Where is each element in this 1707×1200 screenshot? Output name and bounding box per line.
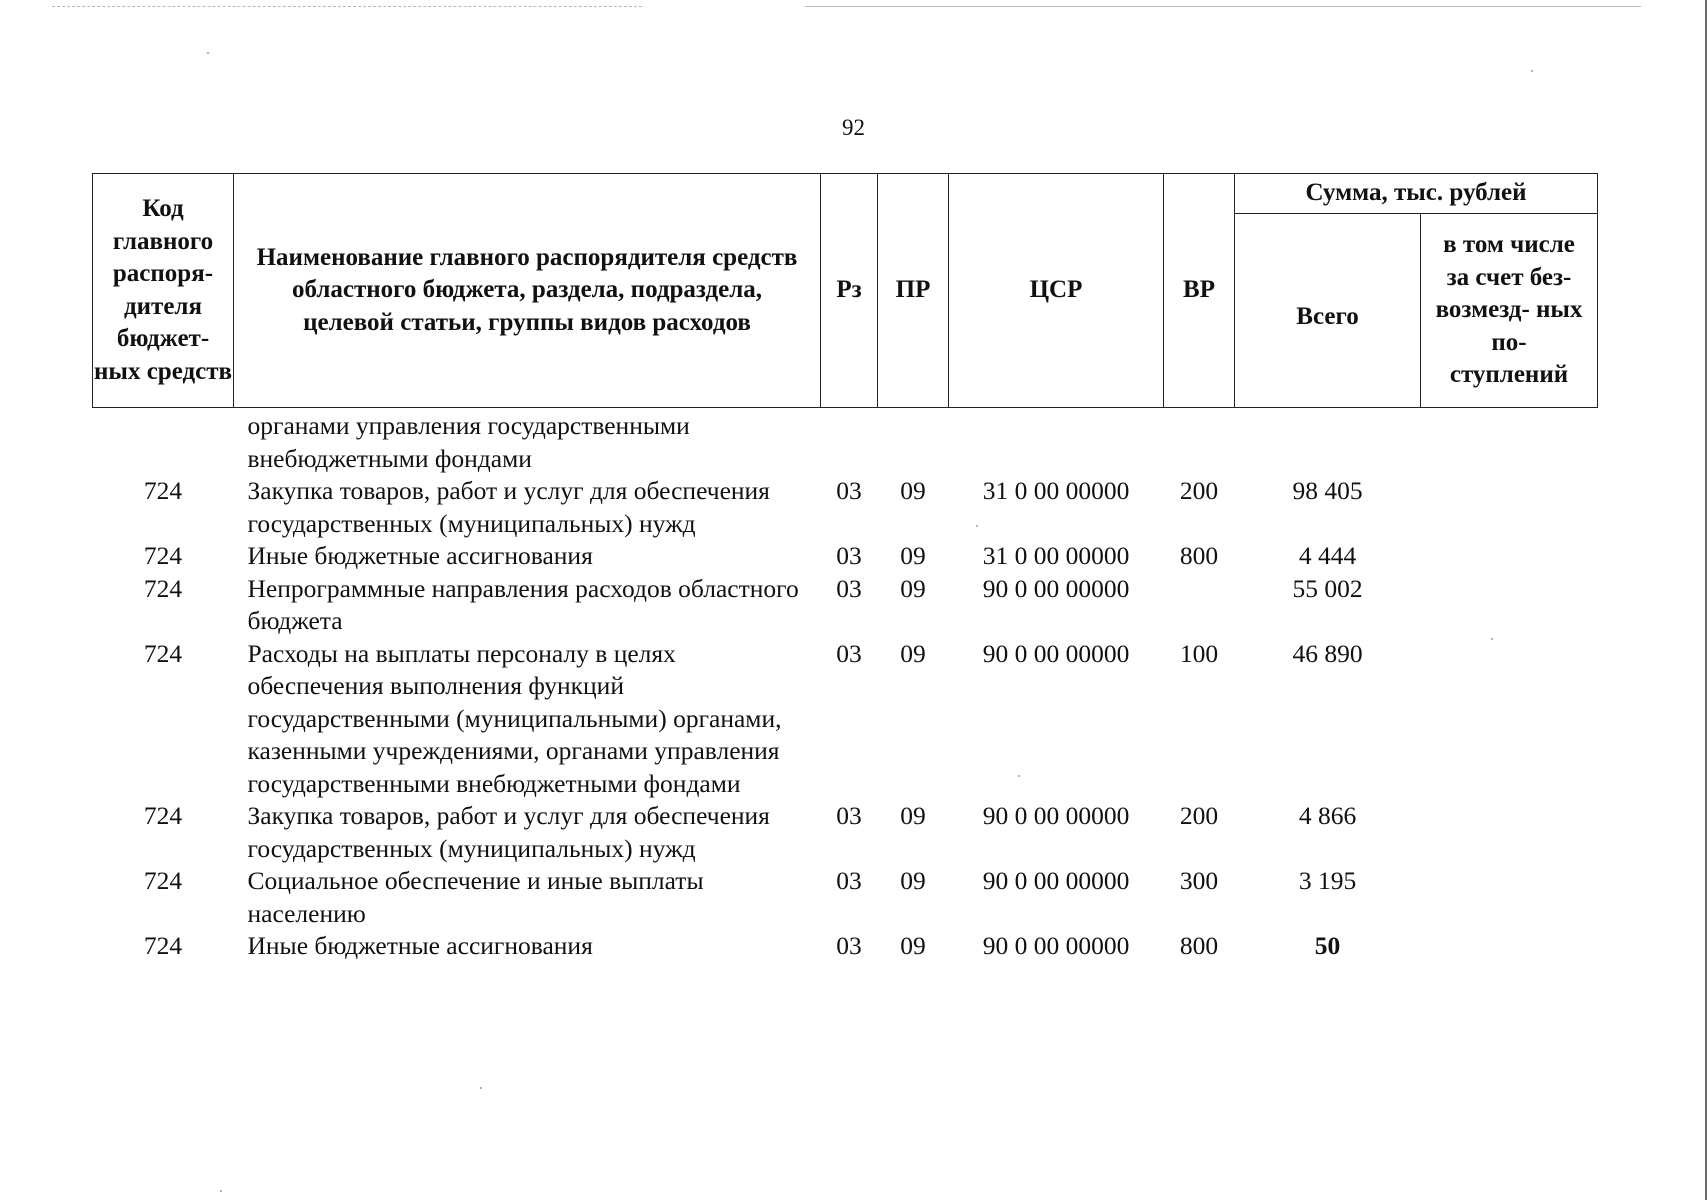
header-total: Всего xyxy=(1235,214,1421,408)
header-pr: ПР xyxy=(878,174,949,408)
cell-total: 3 195 xyxy=(1298,866,1357,895)
cell-code: 724 xyxy=(143,476,183,505)
scan-speck xyxy=(220,1190,222,1192)
cell-name: Закупка товаров, работ и услуг для обеспечения государственных (муниципальных) нужд xyxy=(247,801,770,863)
cell-vr xyxy=(1164,408,1235,476)
cell-code: 724 xyxy=(143,931,183,960)
cell-gratuitous xyxy=(1421,573,1598,638)
cell-gratuitous xyxy=(1421,865,1598,930)
scan-speck xyxy=(1491,638,1493,640)
cell-pr: 09 xyxy=(900,541,926,570)
cell-gratuitous xyxy=(1421,475,1598,540)
table-row xyxy=(93,408,1598,476)
budget-table-container xyxy=(92,173,1597,963)
cell-gratuitous xyxy=(1421,408,1598,476)
header-rz: Рз xyxy=(821,174,878,408)
cell-total: 98 405 xyxy=(1292,476,1363,505)
cell-total: 4 444 xyxy=(1298,541,1357,570)
scan-artifact-line xyxy=(52,6,642,7)
cell-pr: 09 xyxy=(900,573,926,603)
cell-total: 55 002 xyxy=(1292,573,1363,603)
cell-rz: 03 xyxy=(836,931,862,960)
header-code: Код главного распоря- дителя бюджет- ных средств xyxy=(93,174,234,408)
cell-gratuitous xyxy=(1421,800,1598,865)
cell-code: 724 xyxy=(143,573,183,603)
cell-rz: 03 xyxy=(836,541,862,570)
cell-name: Социальное обеспечение и иные выплаты населению xyxy=(247,866,704,928)
cell-csr: 90 0 00 00000 xyxy=(982,573,1130,603)
cell-pr: 09 xyxy=(900,931,926,960)
table-row xyxy=(93,865,1598,930)
scan-speck xyxy=(1531,70,1533,72)
cell-total: 50 xyxy=(1314,931,1341,960)
table-body xyxy=(93,408,1598,963)
header-vr: ВР xyxy=(1164,174,1235,408)
scan-artifact-line xyxy=(805,6,1641,7)
table-row xyxy=(93,930,1598,963)
cell-vr: 200 xyxy=(1179,476,1219,505)
cell-csr: 90 0 00 00000 xyxy=(982,801,1130,830)
scan-speck xyxy=(976,525,978,527)
cell-name: Непрограммные направления расходов областного бюджета xyxy=(247,573,799,635)
table-header xyxy=(93,174,1598,408)
cell-code xyxy=(93,408,234,476)
cell-csr: 31 0 00 00000 xyxy=(982,541,1130,570)
cell-rz: 03 xyxy=(836,866,862,895)
header-sum-group: Сумма, тыс. рублей xyxy=(1235,174,1598,214)
scan-speck xyxy=(207,52,209,54)
cell-name: Иные бюджетные ассигнования xyxy=(247,931,593,960)
cell-gratuitous xyxy=(1421,638,1598,801)
cell-code: 724 xyxy=(143,866,183,895)
cell-total: 46 890 xyxy=(1292,638,1363,668)
budget-table xyxy=(92,173,1598,963)
scan-speck xyxy=(1018,775,1020,777)
cell-rz xyxy=(821,408,878,476)
page-number: 92 xyxy=(842,115,865,140)
cell-pr: 09 xyxy=(900,638,926,668)
cell-name: Закупка товаров, работ и услуг для обеспечения государственных (муниципальных) нужд xyxy=(247,476,770,538)
cell-name: Расходы на выплаты персоналу в целях обеспечения выполнения функций государственными (муниципальными) органами, казенными учреждениями, органами управления государственными внебюджетными фондами xyxy=(247,638,782,798)
header-gratuitous: в том числе за счет без- возмезд- ных по- ступлений xyxy=(1421,214,1598,408)
cell-csr: 90 0 00 00000 xyxy=(982,866,1130,895)
cell-code: 724 xyxy=(143,638,183,668)
cell-total xyxy=(1235,408,1421,476)
cell-vr: 800 xyxy=(1179,931,1219,960)
cell-vr: 300 xyxy=(1179,866,1219,895)
cell-pr: 09 xyxy=(900,801,926,830)
cell-csr xyxy=(949,408,1164,476)
header-name: Наименование главного распорядителя средств областного бюджета, раздела, подраздела, целевой статьи, группы видов расходов xyxy=(234,174,821,408)
cell-csr: 90 0 00 00000 xyxy=(982,638,1130,668)
cell-pr xyxy=(878,408,949,476)
table-row xyxy=(93,800,1598,865)
table-row xyxy=(93,638,1598,801)
cell-pr: 09 xyxy=(900,866,926,895)
cell-vr: 200 xyxy=(1179,801,1219,830)
cell-csr: 31 0 00 00000 xyxy=(982,476,1130,505)
cell-rz: 03 xyxy=(836,573,862,603)
cell-code: 724 xyxy=(143,541,183,570)
cell-rz: 03 xyxy=(836,476,862,505)
cell-vr: 100 xyxy=(1179,638,1219,668)
cell-gratuitous xyxy=(1421,930,1598,963)
header-csr: ЦСР xyxy=(949,174,1164,408)
table-row xyxy=(93,540,1598,573)
cell-rz: 03 xyxy=(836,801,862,830)
table-row xyxy=(93,573,1598,638)
cell-name: Иные бюджетные ассигнования xyxy=(247,541,593,570)
cell-name: органами управления государственными внебюджетными фондами xyxy=(247,411,690,473)
cell-gratuitous xyxy=(1421,540,1598,573)
cell-rz: 03 xyxy=(836,638,862,668)
table-row xyxy=(93,475,1598,540)
scan-speck xyxy=(480,1087,482,1089)
cell-csr: 90 0 00 00000 xyxy=(982,931,1130,960)
cell-pr: 09 xyxy=(900,476,926,505)
cell-total: 4 866 xyxy=(1298,801,1357,830)
cell-vr xyxy=(1164,573,1235,638)
cell-code: 724 xyxy=(143,801,183,830)
cell-vr: 800 xyxy=(1179,541,1219,570)
